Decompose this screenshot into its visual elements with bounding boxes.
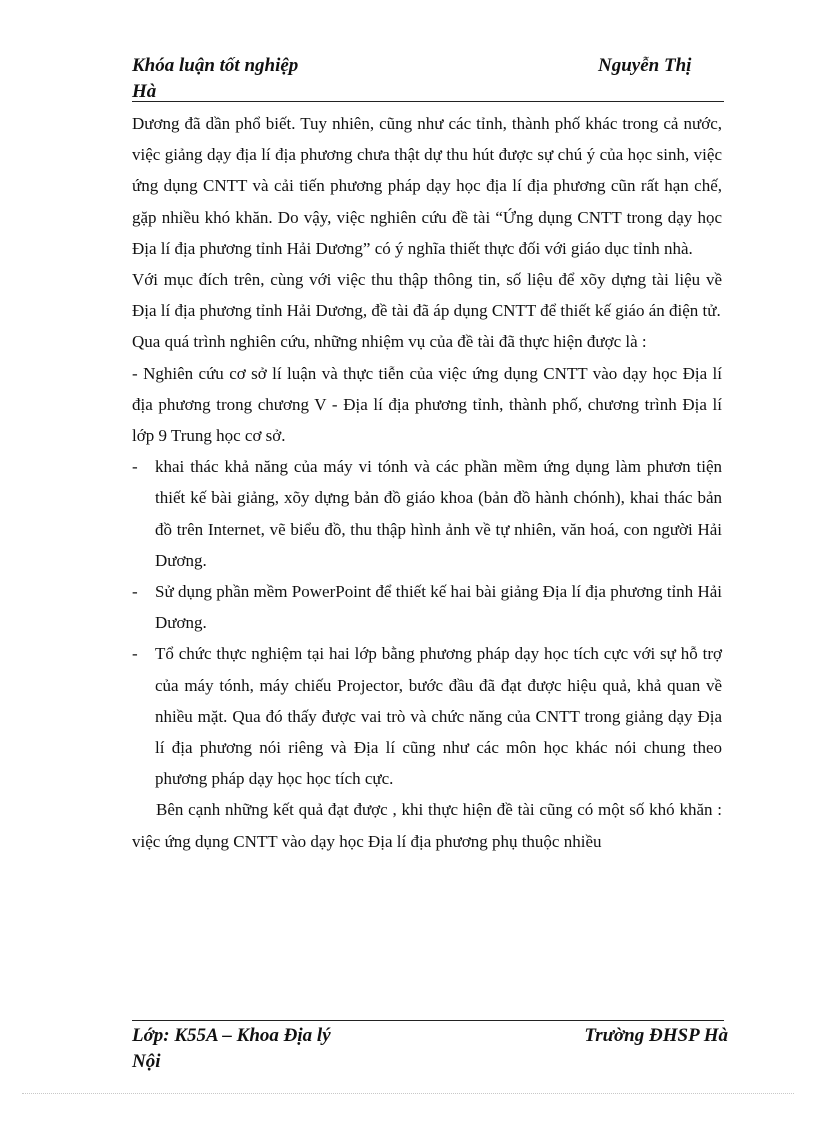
bullet-item-1 bbox=[132, 451, 722, 576]
page-break-line bbox=[22, 1093, 794, 1094]
paragraph-1: Dương đã dần phổ biết. Tuy nhiên, cũng như các tỉnh, thành phố khác trong cả nước, việc giảng dạy địa lí địa phương chưa thật dự thu hút được sự chú ý của học sinh, việc ứng dụng CNTT và cải tiến phương pháp dạy học địa lí địa phương cũn rất hạn chế, gặp nhiều khó khăn. Do vậy, việc nghiên cứu đề tài “Ứng dụng CNTT trong dạy học Địa lí địa phương tỉnh Hải Dương” có ý nghĩa thiết thực đối với giáo dục tỉnh nhà. bbox=[132, 114, 722, 258]
paragraph-2: Với mục đích trên, cùng với việc thu thập thông tin, số liệu để xõy dựng tài liệu về Địa lí địa phương tỉnh Hải Dương, đề tài đã áp dụng CNTT để thiết kế giáo án điện tử. bbox=[132, 270, 722, 321]
bullet-item-3 bbox=[132, 638, 722, 794]
bullet-dash: - bbox=[132, 644, 138, 664]
bullet-text-3: Tổ chức thực nghiệm tại hai lớp bằng phương pháp dạy học tích cực với sự hỗ trợ của máy tónh, máy chiếu Projector, bước đầu đã đạt được hiệu quả, khả quan về nhiều mặt. Qua đó thấy được vai trò và chức năng của CNTT trong giảng dạy Địa lí địa phương nói riêng và Địa lí cũng như các môn học khác nói chung theo phương pháp dạy học học tích cực. bbox=[155, 644, 722, 789]
bullet-item-2 bbox=[132, 576, 722, 638]
body-text bbox=[132, 108, 722, 857]
bullet-dash: - bbox=[132, 457, 138, 477]
paragraph-3: Qua quá trình nghiên cứu, những nhiệm vụ của đề tài đã thực hiện được là : bbox=[132, 332, 647, 352]
footer-left-line1: Lớp: K55A – Khoa Địa lý bbox=[132, 1025, 331, 1046]
bullet-text-2: Sử dụng phần mềm PowerPoint để thiết kế hai bài giảng Địa lí địa phương tỉnh Hải Dương. bbox=[155, 582, 722, 633]
paragraph-5: Bên cạnh những kết quả đạt được , khi thực hiện đề tài cũng có một số khó khăn : việc ứng dụng CNTT vào dạy học Địa lí địa phương phụ thuộc nhiều bbox=[132, 800, 722, 851]
footer-class-info bbox=[132, 1023, 392, 1075]
bullet-text-1: khai thác khả năng của máy vi tónh và các phần mềm ứng dụng làm phươn tiện thiết kế bài giảng, xõy dựng bản đồ giáo khoa (bản đồ hành chónh), khai thác bản đồ trên Internet, vẽ biểu đồ, thu thập hình ảnh về tự nhiên, văn hoá, con người Hải Dương. bbox=[155, 457, 722, 570]
header-rule bbox=[132, 101, 724, 102]
footer-rule bbox=[132, 1020, 724, 1021]
header-left-line1: Khóa luận tốt nghiệp bbox=[132, 55, 299, 76]
footer-left-line2: Nội bbox=[132, 1051, 161, 1072]
header-thesis-title bbox=[132, 53, 382, 105]
paragraph-4: - Nghiên cứu cơ sở lí luận và thực tiễn của việc ứng dụng CNTT vào dạy học Địa lí địa phương trong chương V - Địa lí địa phương tỉnh, thành phố, chương trình Địa lí lớp 9 Trung học cơ sở. bbox=[132, 363, 722, 446]
footer-university: Trường ĐHSP Hà bbox=[584, 1025, 728, 1046]
header-left-line2: Hà bbox=[132, 81, 157, 102]
bullet-dash: - bbox=[132, 582, 138, 602]
header-author: Nguyễn Thị bbox=[598, 55, 692, 76]
